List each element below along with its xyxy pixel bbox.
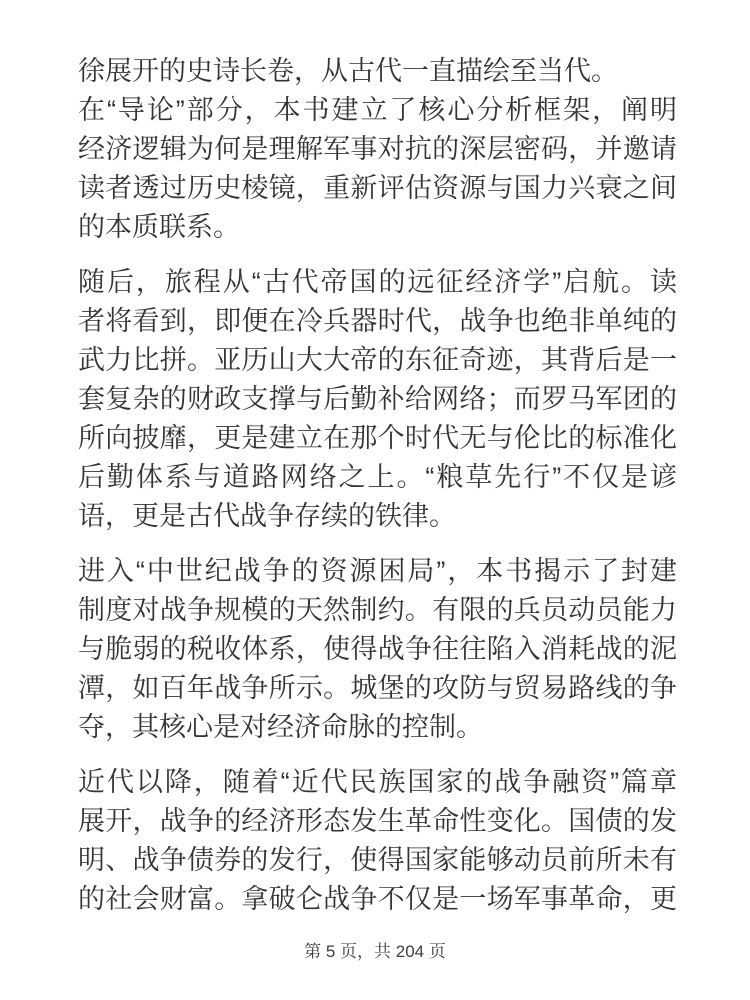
text-line: 进入“中世纪战争的资源困局”，本书揭示了封建 (78, 556, 677, 586)
text-line: 语，更是古代战争存续的铁律。 (78, 501, 456, 531)
text-line: 制度对战争规模的天然制约。有限的兵员动员能力 (78, 595, 677, 625)
text-line: 的本质联系。 (78, 212, 240, 242)
text-line: 读者透过历史棱镜，重新评估资源与国力兴衰之间 (78, 173, 677, 203)
text-line: 经济逻辑为何是理解军事对抗的深层密码，并邀请 (78, 134, 677, 164)
text-line: 者将看到，即便在冷兵器时代，战争也绝非单纯的 (78, 306, 677, 336)
paragraph (78, 763, 677, 919)
text-line: 的社会财富。拿破仑战争不仅是一场军事革命，更 (78, 884, 677, 914)
text-line: 展开，战争的经济形态发生革命性变化。国债的发 (78, 806, 677, 836)
page-text-body (78, 52, 677, 935)
paragraph (78, 52, 677, 91)
page-indicator: 第 5 页，共 204 页 (304, 942, 446, 961)
text-line: 在“导论”部分，本书建立了核心分析框架，阐明 (78, 95, 677, 125)
text-line: 近代以降，随着“近代民族国家的战争融资”篇章 (78, 767, 677, 797)
text-line: 潭，如百年战争所示。城堡的攻防与贸易路线的争 (78, 673, 677, 703)
text-line: 与脆弱的税收体系，使得战争往往陷入消耗战的泥 (78, 634, 677, 664)
text-line: 徐展开的史诗长卷，从古代一直描绘至当代。 (78, 56, 618, 86)
text-line: 套复杂的财政支撑与后勤补给网络；而罗马军团的 (78, 384, 677, 414)
text-line: 后勤体系与道路网络之上。“粮草先行”不仅是谚 (78, 462, 677, 492)
text-line: 夺，其核心是对经济命脉的控制。 (78, 712, 483, 742)
text-line: 所向披靡，更是建立在那个时代无与伦比的标准化 (78, 423, 677, 453)
paragraph (78, 263, 677, 536)
paragraph (78, 552, 677, 747)
text-line: 明、战争债券的发行，使得国家能够动员前所未有 (78, 845, 677, 875)
paragraph (78, 91, 677, 247)
text-line: 随后，旅程从“古代帝国的远征经济学”启航。读 (78, 267, 677, 297)
text-line: 武力比拼。亚历山大大帝的东征奇迹，其背后是一 (78, 345, 677, 375)
